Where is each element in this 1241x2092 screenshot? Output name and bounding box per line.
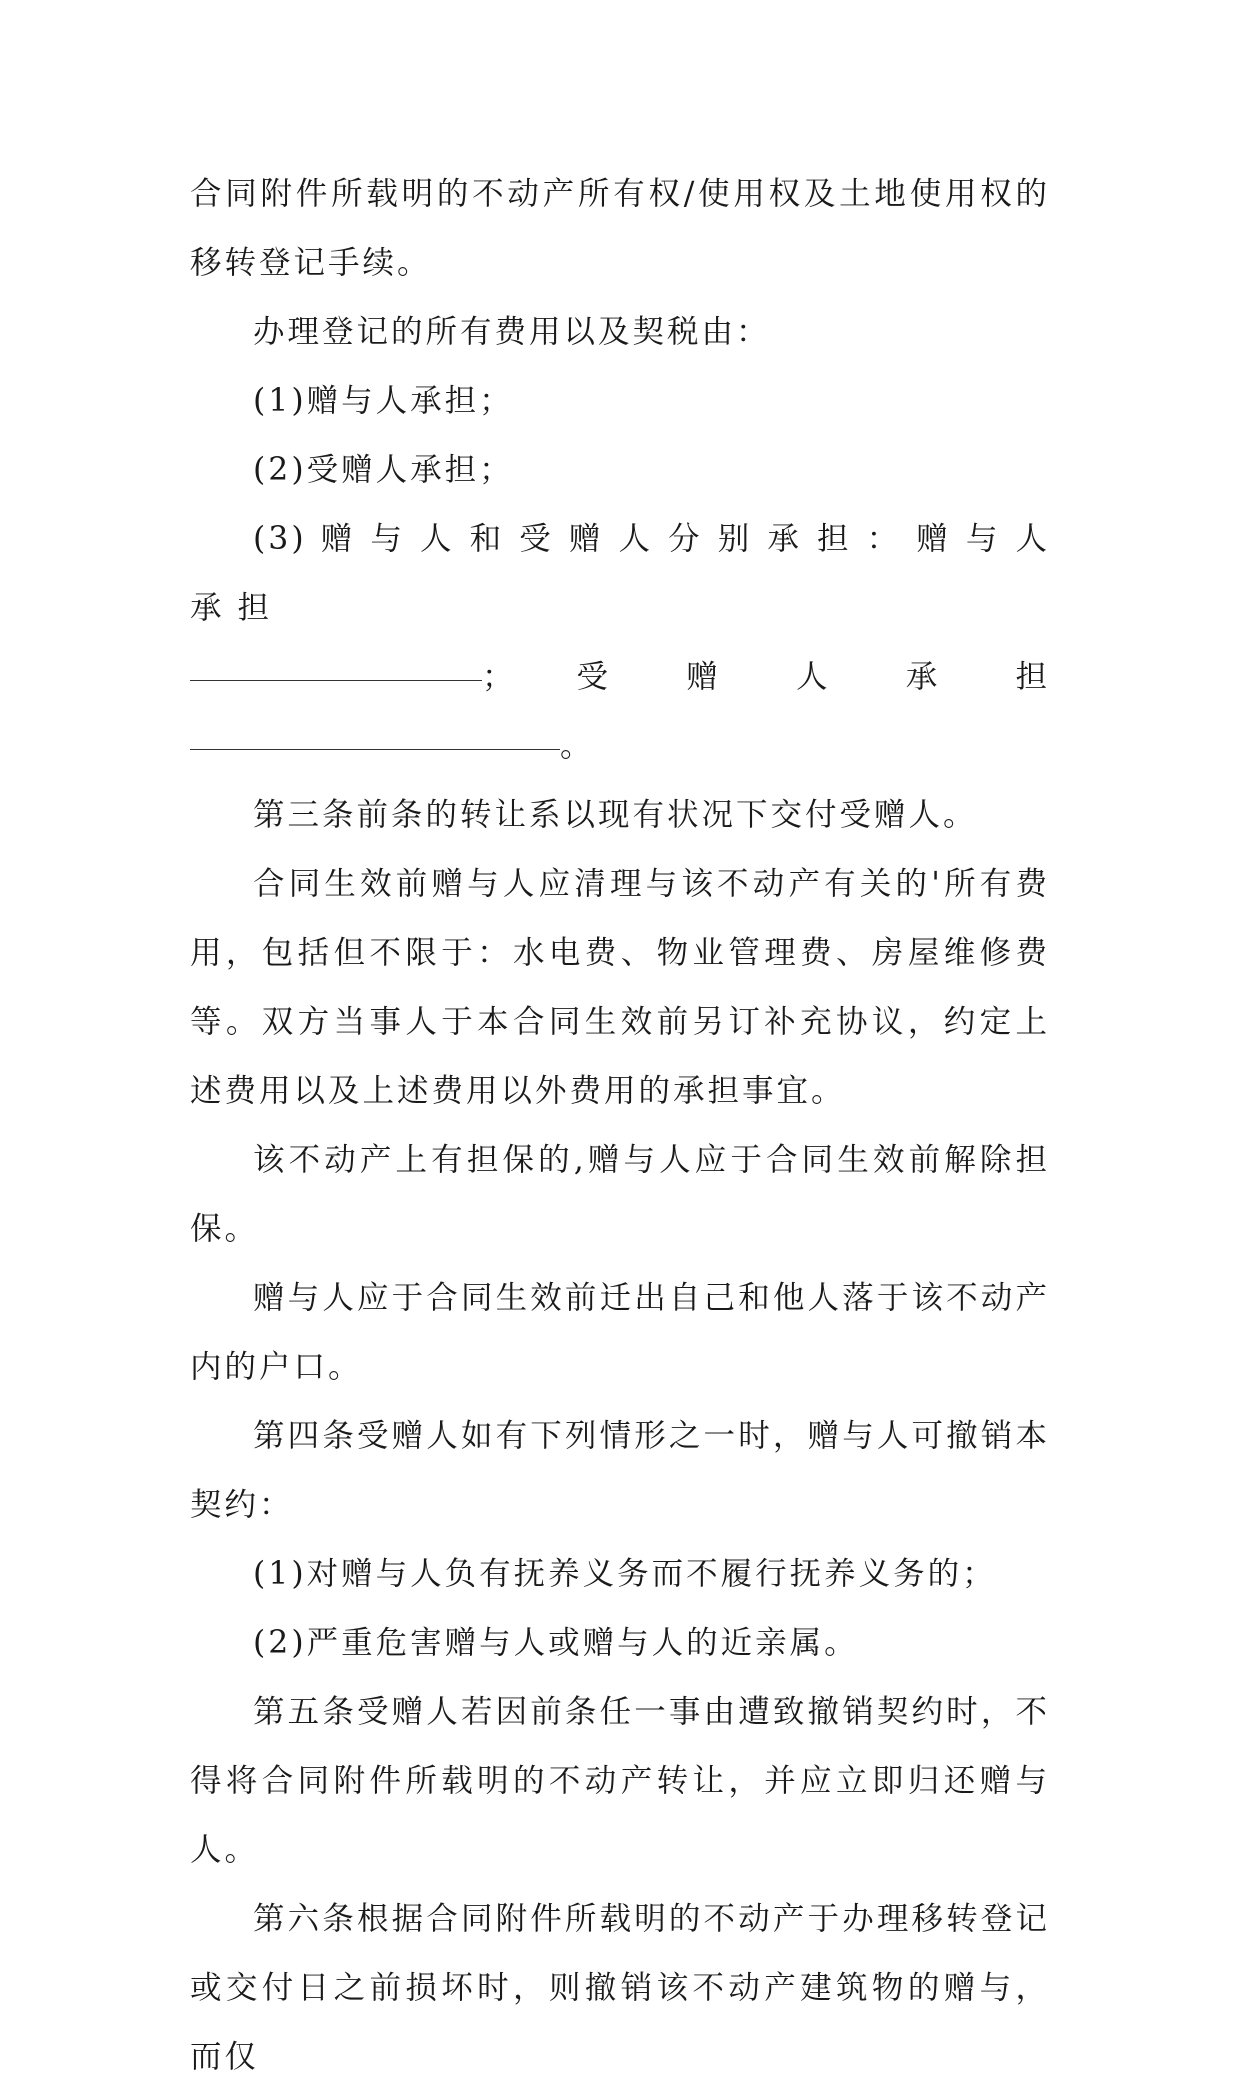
- option-shared-line-2: [190, 643, 1050, 712]
- spread-char: 承: [905, 659, 941, 695]
- spread-char: 受: [576, 659, 612, 695]
- paragraph-fees-before-effect: 合同生效前赠与人应清理与该不动产有关的'所有费用，包括但不限于：水电费、物业管理费、房屋维修费等。双方当事人于本合同生效前另订补充协议，约定上述费用以及上述费用以外费用的承担事宜。: [190, 866, 1050, 1109]
- article-six: 第六条根据合同附件所载明的不动产于办理移转登记或交付日之前损坏时，则撤销该不动产建筑物的赠与，而仅: [190, 1901, 1050, 2075]
- document-body: [190, 160, 1050, 2092]
- donee-share-blank: [190, 749, 560, 750]
- article-five: 第五条受赠人若因前条任一事由遭致撤销契约时，不得将合同附件所载明的不动产转让，并应立即归还赠与人。: [190, 1694, 1050, 1868]
- period: 。: [560, 728, 595, 764]
- revocation-reason-2: (2)严重危害赠与人或赠与人的近亲属。: [253, 1625, 859, 1661]
- option-shared-line-1: (3) 赠 与 人 和 受 赠 人 分 别 承 担 ： 赠 与 人 承 担: [190, 521, 1050, 626]
- paragraph-transfer-registration: 合同附件所载明的不动产所有权/使用权及土地使用权的移转登记手续。: [190, 176, 1050, 281]
- donor-share-blank: [190, 680, 482, 681]
- option-shared-line-3: [190, 712, 1050, 781]
- revocation-reason-1: (1)对赠与人负有抚养义务而不履行抚养义务的；: [253, 1556, 997, 1592]
- article-four: 第四条受赠人如有下列情形之一时，赠与人可撤销本契约：: [190, 1418, 1050, 1523]
- spread-char: 人: [795, 659, 831, 695]
- paragraph-release-guarantee: 该不动产上有担保的,赠与人应于合同生效前解除担保。: [190, 1142, 1050, 1247]
- semicolon-separator: ；: [482, 659, 517, 695]
- spread-char: 担: [1015, 659, 1050, 695]
- option-donee-bears: (2)受赠人承担；: [253, 452, 514, 488]
- paragraph-registration-fees: 办理登记的所有费用以及契税由：: [253, 314, 771, 350]
- option-donor-bears: (1)赠与人承担；: [253, 383, 514, 419]
- donee-bears-spread: [517, 643, 1050, 712]
- spread-char: 赠: [686, 659, 721, 695]
- paragraph-household-registration: 赠与人应于合同生效前迁出自己和他人落于该不动产内的户口。: [190, 1280, 1050, 1385]
- article-three: 第三条前条的转让系以现有状况下交付受赠人。: [253, 797, 978, 833]
